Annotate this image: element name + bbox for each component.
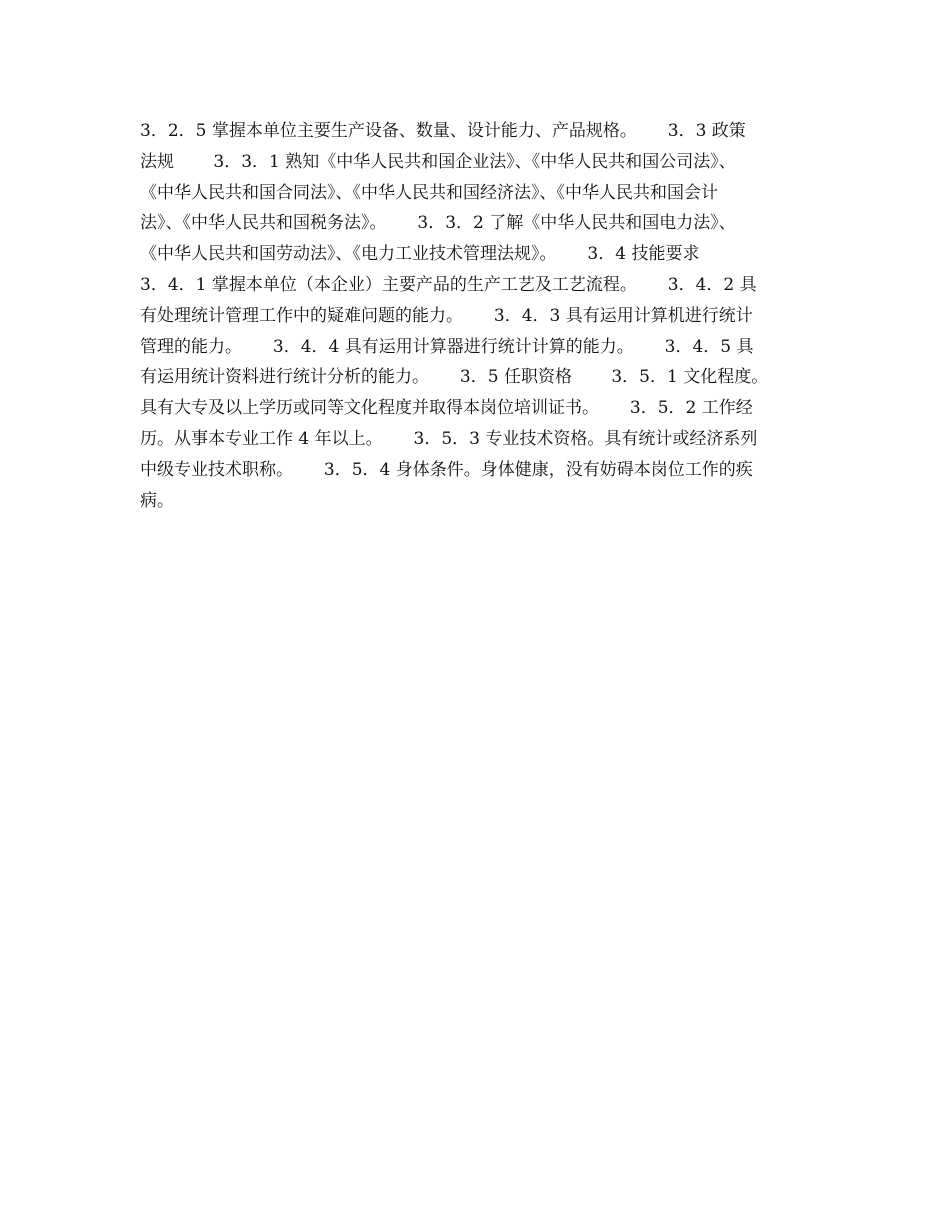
text-line: 法规 3．3．1 熟知《中华人民共和国企业法》、《中华人民共和国公司法》、 (140, 151, 736, 172)
text-line: 历。从事本专业工作 4 年以上。 3．5．3 专业技术资格。具有统计或经济系列 (140, 428, 758, 449)
body-text (140, 116, 830, 516)
text-line: 管理的能力。 3．4．4 具有运用计算器进行统计计算的能力。 3．4．5 具 (140, 336, 754, 357)
text-line: 法》、《中华人民共和国税务法》。 3．3．2 了解《中华人民共和国电力法》、 (140, 213, 736, 234)
text-line: 有处理统计管理工作中的疑难问题的能力。 3．4．3 具有运用计算机进行统计 (140, 305, 753, 326)
text-line: 3．2．5 掌握本单位主要生产设备、数量、设计能力、产品规格。 3．3 政策 (140, 121, 746, 141)
text-line: 《中华人民共和国合同法》、《中华人民共和国经济法》、《中华人民共和国会计 (140, 182, 718, 203)
text-line: 3．4．1 掌握本单位（本企业）主要产品的生产工艺及工艺流程。 3．4．2 具 (140, 274, 757, 295)
text-line: 《中华人民共和国劳动法》、《电力工业技术管理法规》。 3．4 技能要求 (140, 244, 700, 265)
text-line: 具有大专及以上学历或同等文化程度并取得本岗位培训证书。 3．5．2 工作经 (140, 398, 753, 419)
text-line: 有运用统计资料进行统计分析的能力。 3．5 任职资格 3．5．1 文化程度。 (140, 367, 769, 388)
text-line: 中级专业技术职称。 3．5．4 身体条件。身体健康，没有妨碍本岗位工作的疾 (140, 459, 753, 480)
text-line: 病。 (140, 490, 174, 511)
